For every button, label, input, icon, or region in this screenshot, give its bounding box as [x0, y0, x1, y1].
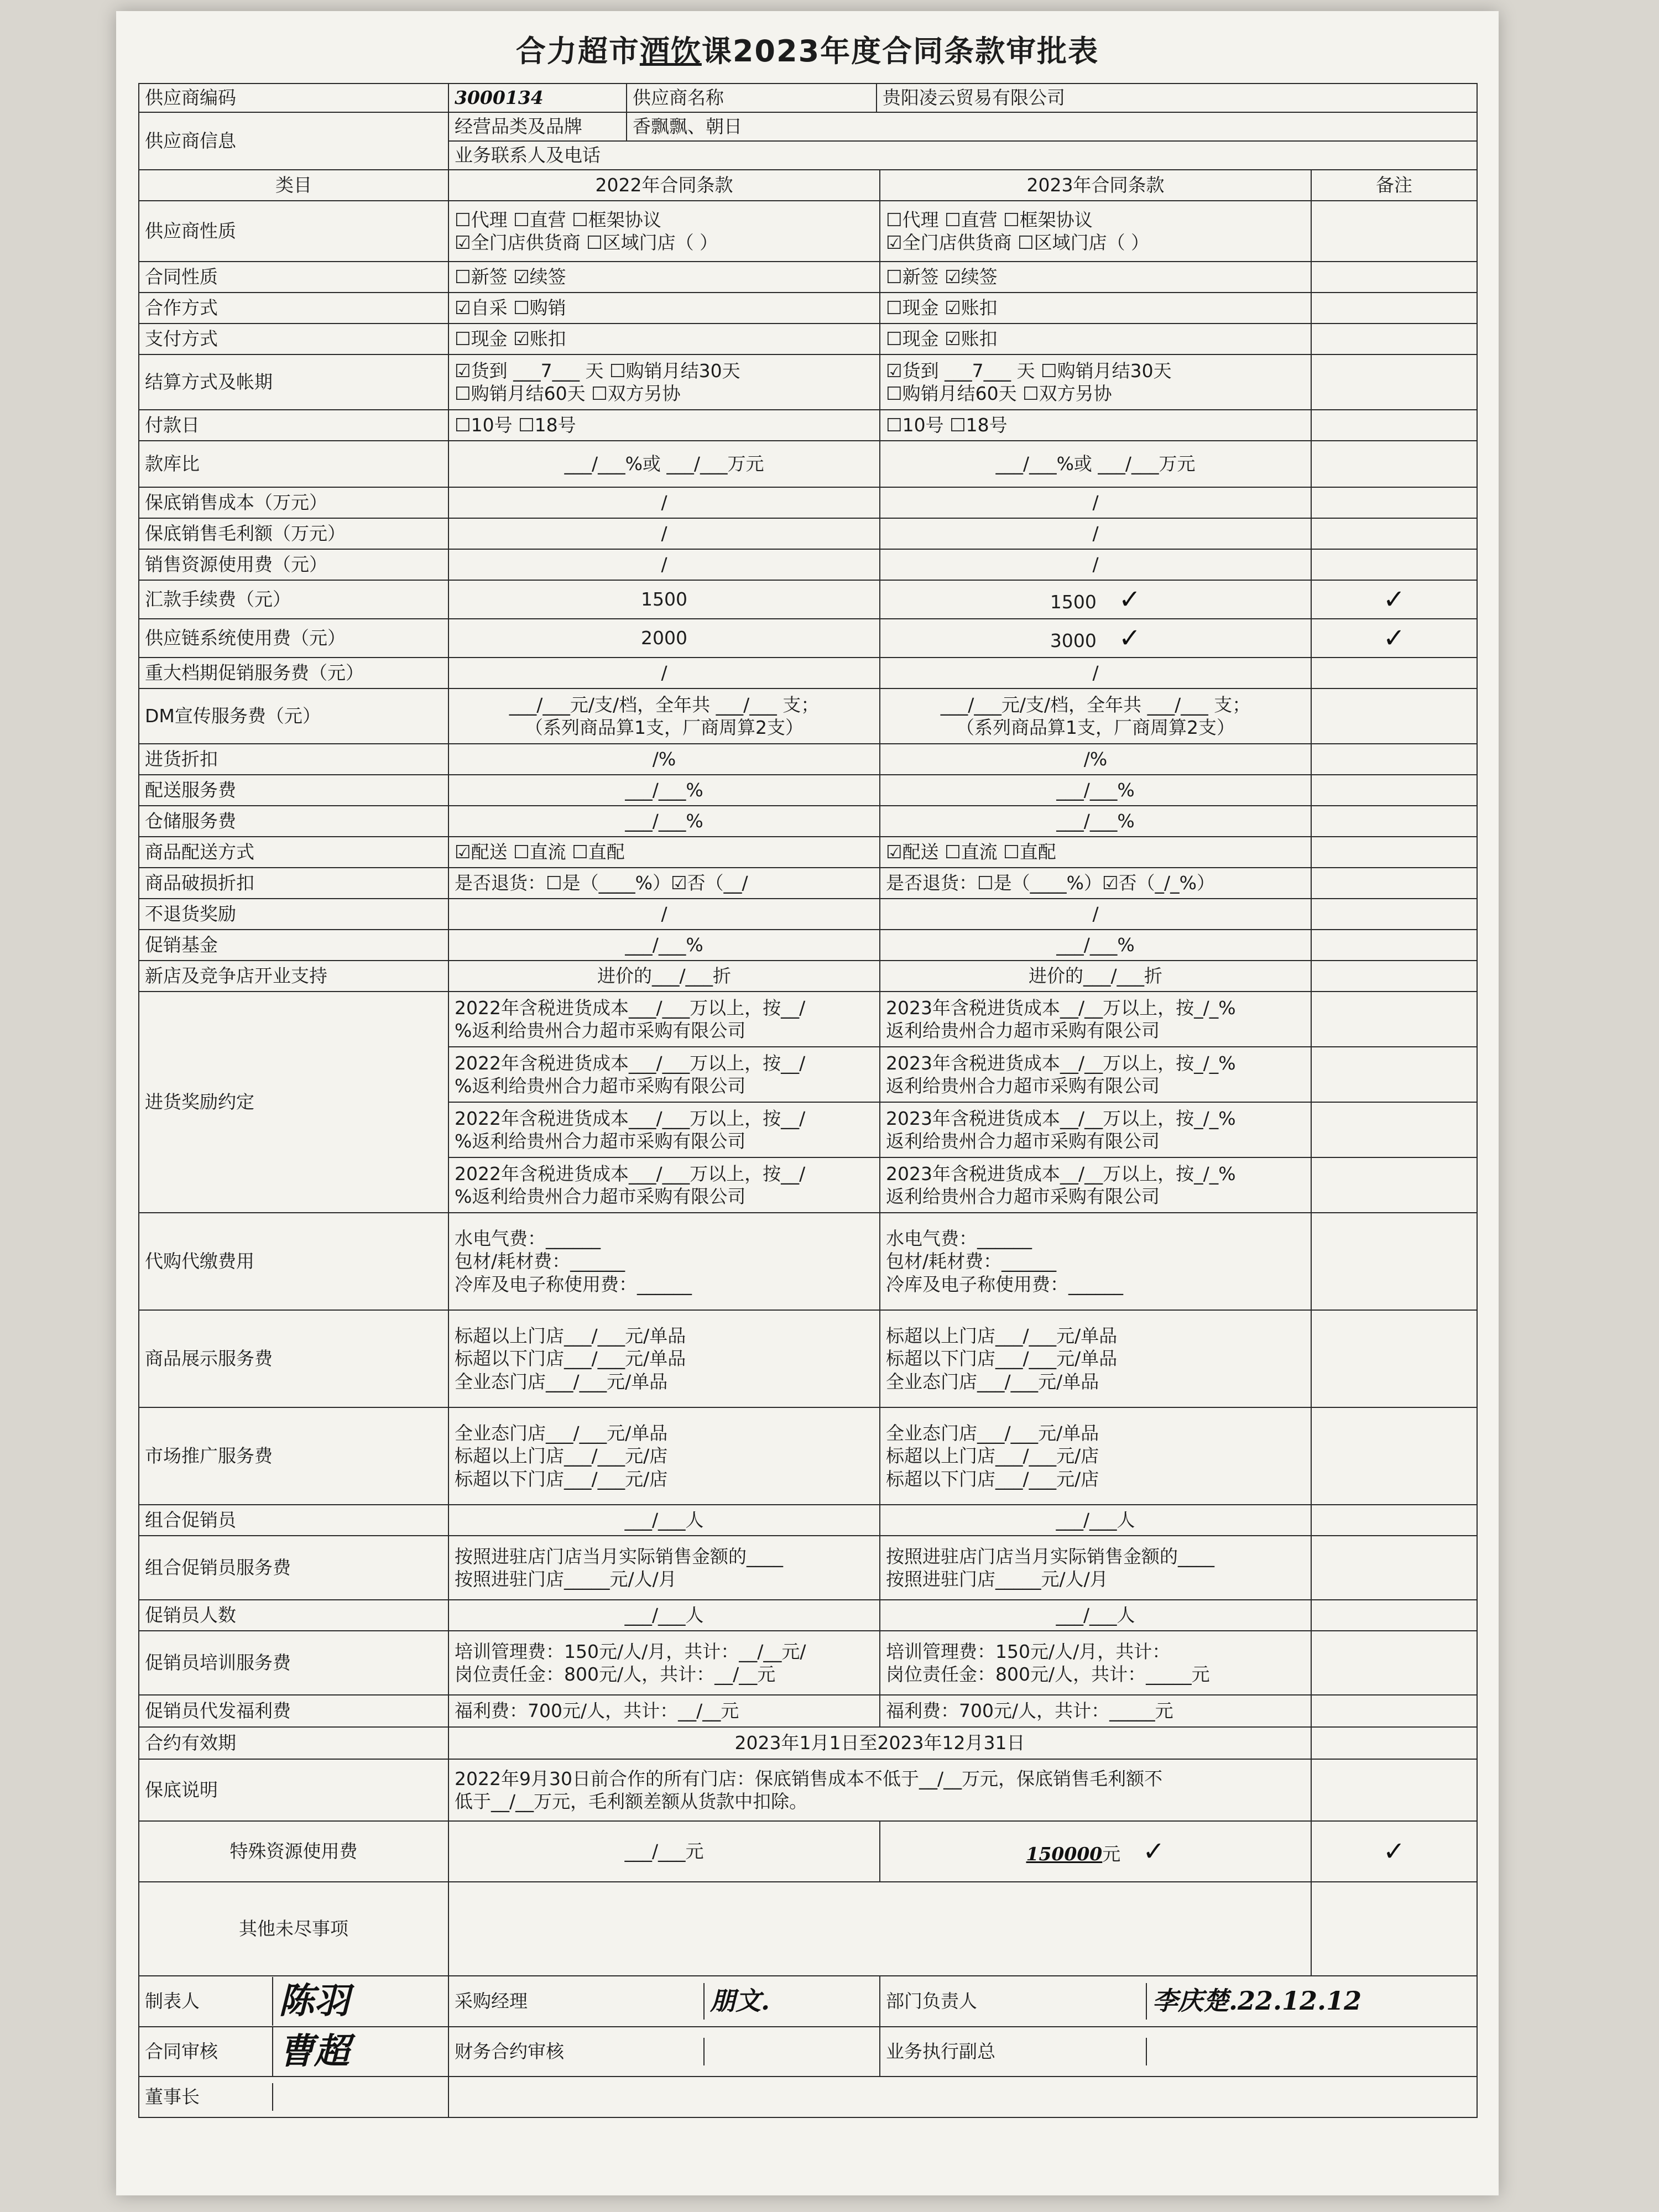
purchase-signature: 朋文.: [710, 1986, 770, 2016]
major-promo-fee-row: 重大档期促销服务费（元） / /: [139, 658, 1477, 688]
delivery-fee-row: 配送服务费 ___/___% ___/___%: [139, 775, 1477, 806]
signature-row: 制表人 陈羽 采购经理 朋文. 部门负责人 李庆楚.22.12.12: [139, 1976, 1477, 2027]
incentive-row: 2022年含税进货成本___/___万以上，按__/ %返利给贵州合力超市采购有限公司 2023年含税进货成本__/__万以上，按_/_% 返利给贵州合力超市采购有限公司: [139, 1157, 1477, 1213]
scm-fee-row: 供应链系统使用费（元） 2000 3000 ✓ ✓: [139, 619, 1477, 658]
settlement-row: 结算方式及帐期 ☑货到 ___7___ 天 ☐购销月结30天 ☐购销月结60天 ☐双方另协 ☑货到 ___7___ 天 ☐购销月结30天 ☐购销月结60天 ☐双方另协: [139, 354, 1477, 410]
other-matters-row: 其他未尽事项: [139, 1882, 1477, 1976]
supplier-code-row: 供应商编码 3000134 供应商名称 贵阳凌云贸易有限公司: [139, 84, 1477, 112]
cooperation-row: 合作方式 ☑自采 ☐购销 ☐现金 ☑账扣: [139, 293, 1477, 324]
remittance-fee-row: 汇款手续费（元） 1500 1500 ✓ ✓: [139, 580, 1477, 619]
contract-nature-row: 合同性质 ☐新签 ☑续签 ☐新签 ☑续签: [139, 262, 1477, 293]
contract-terms-table: [138, 83, 1478, 2118]
no-return-reward-row: 不退货奖励 / /: [139, 899, 1477, 930]
signature-row: 合同审核 曹超 财务合约审核 业务执行副总: [139, 2027, 1477, 2077]
signature-row: 董事长: [139, 2077, 1477, 2117]
promoter-count-row: 促销员人数 ___/___人 ___/___人: [139, 1600, 1477, 1631]
purchase-discount-row: 进货折扣 /% /%: [139, 744, 1477, 775]
validity-period: 2023年1月1日至2023年12月31日: [448, 1727, 1311, 1759]
audit-signature: 曹超: [279, 2031, 349, 2072]
damage-discount-row: 商品破损折扣 是否退货：☐是（____%）☑否（__/ 是否退货：☐是（____%）☑否（_/_%）: [139, 868, 1477, 899]
agency-fee-row: 代购代缴费用 水电气费：______ 包材/耗材费：______ 冷库及电子称使用费：______ 水电气费：______ 包材/耗材费：______ 冷库及电子称使用费：______: [139, 1213, 1477, 1310]
guarantee-cost-row: 保底销售成本（万元） / /: [139, 487, 1477, 518]
check-mark-icon: ✓: [1383, 1836, 1406, 1867]
check-mark-icon: ✓: [1118, 584, 1141, 615]
header-row: 类目 2022年合同条款 2023年合同条款 备注: [139, 170, 1477, 201]
new-store-support-row: 新店及竞争店开业支持 进价的___/___折 进价的___/___折: [139, 961, 1477, 992]
validity-row: 合约有效期 2023年1月1日至2023年12月31日: [139, 1727, 1477, 1759]
resource-fee-row: 销售资源使用费（元） / /: [139, 549, 1477, 580]
supplier-name: 贵阳凌云贸易有限公司: [883, 87, 1065, 109]
stock-ratio-row: 款库比 ___/___%或 ___/___万元 ___/___%或 ___/___万元: [139, 441, 1477, 487]
dm-fee-row: DM宣传服务费（元） ___/___元/支/档，全年共 ___/___ 支； （系列商品算1支，厂商周算2支） ___/___元/支/档，全年共 ___/___ 支； （系列商品算1支，厂商周算2支）: [139, 688, 1477, 744]
training-fee-row: 促销员培训服务费 培训管理费：150元/人/月，共计：__/__元/ 岗位责任金：800元/人，共计：__/__元 培训管理费：150元/人/月，共计： 岗位责任金：800元/人，共计：_____元: [139, 1631, 1477, 1695]
promoter-fee-row: 组合促销员服务费 按照进驻店门店当月实际销售金额的____ 按照进驻门店_____元/人/月 按照进驻店门店当月实际销售金额的____ 按照进驻门店_____元/人/月: [139, 1536, 1477, 1600]
delivery-method-row: 商品配送方式 ☑配送 ☐直流 ☐直配 ☑配送 ☐直流 ☐直配: [139, 837, 1477, 868]
guarantee-margin-row: 保底销售毛利额（万元） / /: [139, 518, 1477, 549]
special-fee-value: 150000: [1026, 1843, 1103, 1865]
display-fee-row: 商品展示服务费 标超以上门店___/___元/单品 标超以下门店___/___元/单品 全业态门店___/___元/单品 标超以上门店___/___元/单品 标超以下门店___/___元/单品 全业态门店___/___元/单品: [139, 1310, 1477, 1407]
check-mark-icon: ✓: [1383, 584, 1406, 615]
maker-signature: 陈羽: [279, 1980, 349, 2022]
check-mark-icon: ✓: [1118, 623, 1141, 654]
dept-name: 酒饮: [639, 34, 702, 69]
incentive-row: 进货奖励约定 2022年含税进货成本___/___万以上，按__/ %返利给贵州合力超市采购有限公司 2023年含税进货成本__/__万以上，按_/_% 返利给贵州合力超市采购有限公司: [139, 992, 1477, 1047]
welfare-fee-row: 促销员代发福利费 福利费：700元/人，共计：__/__元 福利费：700元/人，共计：_____元: [139, 1695, 1477, 1727]
marketing-fee-row: 市场推广服务费 全业态门店___/___元/单品 标超以上门店___/___元/店 标超以下门店___/___元/店 全业态门店___/___元/单品 标超以上门店___/___元/店 标超以下门店___/___元/店: [139, 1407, 1477, 1505]
payment-method-row: 支付方式 ☐现金 ☑账扣 ☐现金 ☑账扣: [139, 324, 1477, 354]
supplier-info-row: 供应商信息 经营品类及品牌 香飘飘、朝日: [139, 112, 1477, 141]
supplier-contact-row: 业务联系人及电话: [139, 141, 1477, 170]
supplier-category: 香飘飘、朝日: [633, 116, 742, 138]
approval-sheet: [116, 11, 1499, 2195]
incentive-row: 2022年含税进货成本___/___万以上，按__/ %返利给贵州合力超市采购有限公司 2023年含税进货成本__/__万以上，按_/_% 返利给贵州合力超市采购有限公司: [139, 1102, 1477, 1157]
payday-row: 付款日 ☐10号 ☐18号 ☐10号 ☐18号: [139, 410, 1477, 441]
promo-fund-row: 促销基金 ___/___% ___/___%: [139, 930, 1477, 961]
storage-fee-row: 仓储服务费 ___/___% ___/___%: [139, 806, 1477, 837]
check-mark-icon: ✓: [1142, 1836, 1165, 1867]
promoter-row: 组合促销员 ___/___人 ___/___人: [139, 1505, 1477, 1536]
guarantee-note-row: 保底说明 2022年9月30日前合作的所有门店：保底销售成本不低于__/__万元，保底销售毛利额不 低于__/__万元，毛利额差额从货款中扣除。: [139, 1759, 1477, 1821]
form-title: 合力超市酒饮课2023年度合同条款审批表: [515, 34, 1099, 69]
check-mark-icon: ✓: [1383, 623, 1406, 654]
dept-head-signature: 李庆楚.22.12.12: [1152, 1986, 1362, 2016]
supplier-nature-row: 供应商性质 ☐代理 ☐直营 ☐框架协议 ☑全门店供货商 ☐区域门店（ ） ☐代理 ☐直营 ☐框架协议 ☑全门店供货商 ☐区域门店（ ）: [139, 201, 1477, 262]
incentive-row: 2022年含税进货成本___/___万以上，按__/ %返利给贵州合力超市采购有限公司 2023年含税进货成本__/__万以上，按_/_% 返利给贵州合力超市采购有限公司: [139, 1047, 1477, 1102]
supplier-code: 3000134: [449, 84, 627, 111]
special-resource-row: 特殊资源使用费 ___/___元 150000元 ✓ ✓: [139, 1821, 1477, 1882]
